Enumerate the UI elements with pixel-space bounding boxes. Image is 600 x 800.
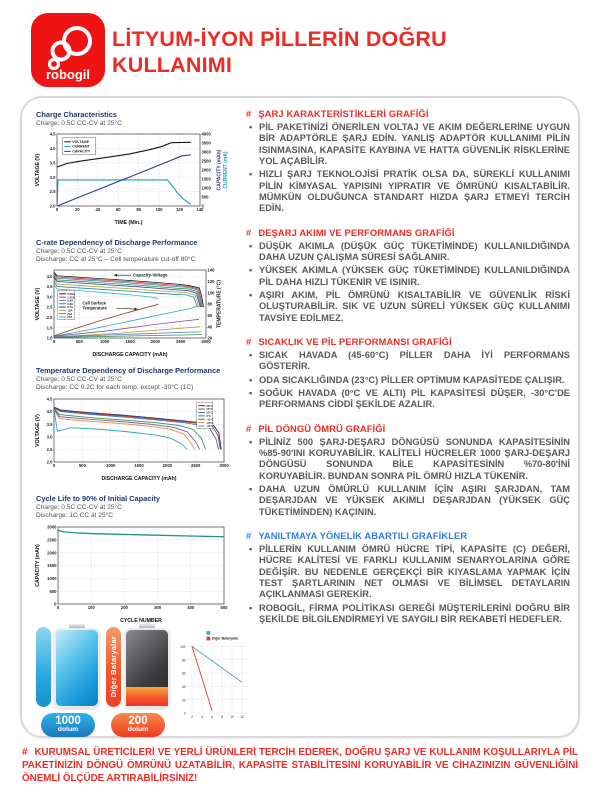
svg-text:3.0: 3.0 [49,175,56,181]
svg-text:VOLTAGE (V): VOLTAGE (V) [35,288,41,321]
svg-text:-20°C: -20°C [206,421,214,426]
svg-text:0: 0 [201,203,204,209]
text-column [246,108,570,637]
chart-subtitle: Charge: 0.5C CC-CV at 25°C [36,248,122,255]
svg-text:2500: 2500 [191,463,201,469]
section-sicaklik-performans [246,336,570,411]
svg-text:CAPACITY: CAPACITY [72,149,91,154]
battery-badge-200 [111,713,165,737]
logo-mark-icon [31,13,105,87]
svg-text:500: 500 [201,194,209,200]
chart-title: C-rate Dependency of Discharge Performance [36,238,198,247]
page-title-line-1: LİTYUM-İYON PİLLERİN DOĞRU [112,27,447,51]
svg-text:100: 100 [87,605,95,611]
charge-characteristics-chart [34,131,230,225]
svg-text:0: 0 [183,711,186,716]
robogil-logo [31,13,105,87]
svg-text:1.5: 1.5 [46,325,53,331]
low-charge-level [126,687,168,706]
content-card [20,96,580,738]
svg-text:40: 40 [95,207,101,213]
svg-text:1500: 1500 [125,339,135,345]
svg-text:1000: 1000 [106,463,116,469]
svg-text:1.45A: 1.45A [67,295,75,300]
battery-lifecycle-mini-chart [176,626,250,722]
svg-text:4.0: 4.0 [46,409,53,415]
svg-text:4.0: 4.0 [49,146,56,152]
svg-text:3.0: 3.0 [46,434,53,440]
svg-text:400: 400 [187,605,195,611]
svg-text:-10°C: -10°C [206,417,214,422]
empty-battery-body [124,628,170,708]
hash-mark: # [246,226,252,238]
svg-text:VOLTAGE (V): VOLTAGE (V) [35,153,41,187]
svg-text:Cell Surface: Cell Surface [82,301,107,307]
bullet-item: • DÜŞÜK AKIMLA (DÜŞÜK GÜÇ TÜKETİMİNDE) KULLANILDIĞINDA DAHA UZUN ÇALIŞMA SÜRESİ SAĞLANIR. [246,241,570,264]
svg-text:CYCLE NUMBER: CYCLE NUMBER [120,618,162,625]
svg-text:VOLTAGE: VOLTAGE [72,140,90,145]
section-heading: # ŞARJ KARAKTERİSTİKLERİ GRAFİĞİ [246,108,429,119]
svg-text:DISCHARGE CAPACITY (mAh): DISCHARGE CAPACITY (mAh) [101,476,177,483]
svg-text:DISCHARGE CAPACITY (mAh): DISCHARGE CAPACITY (mAh) [92,352,168,359]
svg-text:120: 120 [176,207,184,213]
svg-text:2.5: 2.5 [46,305,53,311]
svg-text:200: 200 [120,605,128,611]
svg-text:0°C: 0°C [206,414,212,419]
svg-text:20: 20 [181,698,186,703]
logo-wordmark: robogil [45,67,91,82]
svg-text:Capacity-Voltage: Capacity-Voltage [133,273,168,279]
svg-text:3.5: 3.5 [49,160,56,166]
svg-text:80: 80 [181,658,186,663]
svg-text:500: 500 [220,605,228,611]
svg-text:60: 60 [207,313,213,319]
svg-text:3000: 3000 [201,339,211,345]
svg-text:3000: 3000 [47,525,57,531]
robogil-battery-graphic [36,624,100,737]
hash-mark: # [246,108,252,119]
chart-subtitle: Discharge: 1C CC at 25°C [36,512,114,520]
svg-text:60°C: 60°C [206,404,213,409]
svg-text:3000: 3000 [219,463,229,469]
svg-text:-30°C: -30°C [206,424,214,429]
red-capsule [106,627,121,707]
svg-text:500: 500 [78,463,86,469]
chart-title: Cycle Life to 90% of Initial Capacity [36,494,161,503]
svg-text:4.0: 4.0 [46,274,53,280]
svg-text:140: 140 [207,268,215,274]
svg-text:8: 8 [221,715,223,720]
svg-text:100: 100 [155,207,163,213]
hash-mark: # [246,335,252,347]
page-title [112,26,572,78]
footer-note: # KURUMSAL ÜRETİCİLERİ VE YERLİ ÜRÜNLERİ TERCİH EDEREK, DOĞRU ŞARJ VE KULLANIM KOŞULLARIYLA PİL PAKETİNİZİN DÖNGÜ ÖMRÜNÜ UZATABİLİR, KAPASİTE STABİLİTESİNİ KORUYABİLİR VE CİHAZINIZIN GÜVENLİĞİNİ ÖNEMLİ ÖLÇÜDE ARTIRABİLİRSİNİZ! [22,747,578,785]
svg-text:25A: 25A [67,315,73,320]
badge-unit: dolum [57,726,79,734]
chart-subtitle: Charge: 0.5C CC-CV at 25°C [36,376,122,383]
svg-text:5.8A: 5.8A [67,302,74,307]
svg-text:1500: 1500 [47,563,57,569]
section-yaniltici-grafikler [246,530,570,625]
chart-figure-temperature-discharge [34,366,236,481]
svg-text:10: 10 [230,715,234,720]
bullet-item: • YÜKSEK AKIMLA (YÜKSEK GÜÇ TÜKETİMİNDE) KULLANILDIĞINDA PİL DAHA HIZLI TÜKENİR VE ISINIR. [246,265,570,288]
svg-text:3.0: 3.0 [46,294,53,300]
svg-text:0.58A: 0.58A [67,292,75,297]
svg-text:60: 60 [115,207,121,213]
svg-text:TEMPERATURE (°C): TEMPERATURE (°C) [216,280,223,329]
svg-text:2.0: 2.0 [46,460,53,466]
section-heading: # PİL DÖNGÜ ÖMRÜ GRAFİĞİ [246,422,386,434]
svg-text:300: 300 [154,605,162,611]
svg-text:2.0: 2.0 [46,315,53,321]
svg-text:60: 60 [181,671,186,676]
page-title-line-2: KULLANIMI [112,53,233,78]
section-heading: # YANILTMAYA YÖNELİK ABARTILI GRAFİKLER [246,529,468,541]
svg-text:2000: 2000 [150,339,160,345]
c-rate-discharge-chart [34,267,230,357]
svg-text:2000: 2000 [47,550,57,556]
chart-figure-charge-characteristics [34,110,236,225]
svg-text:2: 2 [191,715,193,720]
svg-text:8.7A: 8.7A [67,305,74,310]
svg-text:140: 140 [196,207,204,213]
svg-text:25°C: 25°C [206,411,213,416]
svg-text:CURRENT (mA): CURRENT (mA) [223,151,229,189]
blue-capsule [36,627,51,707]
section-sarj-karakteristikleri [246,108,570,215]
other-batteries-vertical-label: Diğer Bataryalar [109,636,118,698]
bullet-item: • DAHA UZUN ÖMÜRLÜ KULLANIM İÇİN AŞIRI ŞARJDAN, TAM DEŞARJDAN VE YÜKSEK AKIMLI DEŞARJDAN (YÜKSEK GÜÇ TÜKETİMİNDEN) KAÇININ. [246,484,570,518]
svg-text:3.5: 3.5 [46,284,53,290]
bullet-item: • ODA SICAKLIĞINDA (23°C) PİLLER OPTİMUM KAPASİTEDE ÇALIŞIR. [246,375,570,386]
svg-text:80: 80 [207,302,213,308]
bullet-item: • PİLİNİZ 500 ŞARJ-DEŞARJ DÖNGÜSÜ SONUNDA KAPASİTESİNİN %85-90'INI KORUYABİLİR. KALİTELİ HÜCRELER 1000 ŞARJ-DEŞARJ DÖNGÜSÜ SONUNDA BİLE KAPASİTESİNİN %70-80'İNİ KORUYABİLİR. BUNDAN SONRA PİL ÖMRÜ HIZLA TÜKENİR. [246,437,570,482]
badge-unit: dolum [127,726,149,734]
chart-figure-c-rate-discharge [34,238,236,357]
svg-text:3.5: 3.5 [46,422,53,428]
svg-text:12: 12 [240,715,244,720]
header [0,0,600,96]
svg-text:15A: 15A [67,308,73,313]
bullet-item: • AŞIRI AKIM, PİL ÖMRÜNÜ KISALTABİLİR VE GÜVENLİK RİSKİ OLUŞTURABİLİR. SIK VE UZUN SÜRELİ YÜKSEK GÜÇ KULLANIMI TAVSİYE EDİLMEZ. [246,290,570,324]
svg-text:2000: 2000 [162,463,172,469]
svg-text:4.5: 4.5 [46,397,53,403]
svg-text:2.0: 2.0 [49,203,56,209]
svg-text:45°C: 45°C [206,407,213,412]
badge-value: 200 [128,715,148,727]
cycle-life-chart [34,523,230,623]
chart-subtitle: Discharge: CC at 25°C – Cell temperature cut-off 80°C [36,256,196,264]
svg-text:Temperature: Temperature [82,306,107,312]
chart-figure-cycle-life [34,494,236,623]
svg-text:20: 20 [207,336,213,342]
svg-text:80: 80 [136,207,142,213]
svg-text:1000: 1000 [100,339,110,345]
svg-text:500: 500 [75,339,83,345]
chart-title: Temperature Dependency of Discharge Performance [36,366,221,375]
svg-text:4: 4 [201,715,203,720]
svg-text:6: 6 [211,715,213,720]
hash-mark: # [246,529,252,541]
svg-text:CURRENT: CURRENT [72,144,90,149]
svg-text:1000: 1000 [201,185,211,191]
svg-text:4000: 4000 [201,131,211,137]
svg-text:0: 0 [52,339,56,345]
svg-text:1000: 1000 [47,576,57,582]
svg-text:TIME (Min.): TIME (Min.) [114,220,143,227]
svg-text:1.0: 1.0 [46,336,53,342]
svg-text:500: 500 [49,589,57,595]
svg-text:0: 0 [56,605,60,611]
svg-text:1500: 1500 [134,463,144,469]
svg-text:2000: 2000 [201,167,211,173]
svg-text:CAPACITY (mAh): CAPACITY (mAh) [35,544,41,588]
battery-badge-1000 [41,713,95,737]
hash-mark: # [246,422,252,434]
svg-text:3500: 3500 [201,140,211,146]
svg-text:CAPACITY (mAh): CAPACITY (mAh) [216,149,223,191]
chart-title: Charge Characteristics [36,110,117,119]
section-heading: # SICAKLIK VE PİL PERFORMANSI GRAFİĞİ [246,335,452,347]
temperature-discharge-chart [34,395,230,481]
section-desarj-akimi [246,227,570,324]
hash-mark: # [22,747,28,758]
svg-text:Diğer Bataryalar: Diğer Bataryalar [212,636,239,641]
svg-text:40: 40 [181,684,186,689]
chart-subtitle: Charge: 0.5C CC-CV at 25°C [36,120,122,127]
svg-text:2.9A: 2.9A [67,299,74,304]
bullet-item: • SICAK HAVADA (45-60°C) PİLLER DAHA İYİ PERFORMANS GÖSTERİR. [246,350,570,373]
svg-text:100: 100 [207,290,215,296]
svg-text:0: 0 [54,602,57,608]
badge-value: 1000 [55,715,81,727]
svg-text:4.5: 4.5 [49,131,56,137]
bullet-item: • SOĞUK HAVADA (0°C VE ALTI) PİL KAPASİTESİ DÜŞER, -30°C'DE PERFORMANS CİDDİ ŞEKİLDE AZALIR. [246,388,570,411]
full-battery-body [54,628,100,708]
bullet-item: • PİL PAKETİNİZİ ÖNERİLEN VOLTAJ VE AKIM DEĞERLERİNE UYGUN BİR ADAPTÖRLE ŞARJ EDİN. YANLIŞ ADAPTÖR KULLANIMI PİLİN ISINMASINA, KAPASİTE KAYBINA VE HATTA GÜVENLİK RİSKLERİNE YOL AÇABİLİR. [246,122,570,167]
svg-text:2.5: 2.5 [46,447,53,453]
svg-text:VOLTAGE (V): VOLTAGE (V) [35,414,41,448]
bullet-item: • HIZLI ŞARJ TEKNOLOJİSİ PRATİK OLSA DA, SÜREKLİ KULLANIMI PİLİN KİMYASAL YAPISINI YIPRATIR VE ÖMRÜNÜ KISALTABİLİR. MÜMKÜN OLDUĞUNCA STANDART HIZDA ŞARJ ETMEYİ TERCİH EDİN. [246,169,570,214]
svg-text:0: 0 [52,463,56,469]
section-heading: # DEŞARJ AKIMI VE PERFORMANS GRAFİĞİ [246,226,455,238]
bullet-item: • ROBOGİL, FİRMA POLİTİKASI GEREĞİ MÜŞTERİLERİNİ DOĞRU BİR ŞEKİLDE BİLGİLENDİRMEYİ VE SAYGILI BİR REKABETİ HEDEFLER. [246,603,570,626]
chart-subtitle: Discharge: CC 0.2C for each temp. except -30°C (1C) [36,384,194,392]
svg-text:0: 0 [55,207,59,213]
svg-text:2500: 2500 [47,537,57,543]
svg-text:1500: 1500 [201,176,211,182]
svg-text:2.5: 2.5 [49,189,56,195]
other-battery-graphic [106,624,170,737]
svg-text:100: 100 [180,644,186,649]
svg-text:2500: 2500 [201,158,211,164]
svg-text:120: 120 [207,279,215,285]
battery-comparison [36,624,244,734]
svg-text:3000: 3000 [201,149,211,155]
svg-text:40: 40 [207,324,213,330]
section-dongu-omru [246,423,570,518]
svg-text:20: 20 [75,207,80,213]
chart-subtitle: Charge: 0.5C CC-CV at 25°C [36,504,122,511]
svg-text:20A: 20A [67,312,73,317]
svg-text:2500: 2500 [176,339,186,345]
bullet-item: • PİLLERİN KULLANIM ÖMRÜ HÜCRE TİPİ, KAPASİTE (C) DEĞERİ, HÜCRE KALİTESİ VE FARKLI KULLANIM SENARYOLARINA GÖRE DEĞİŞİR. BU NEDENLE GERÇEKÇİ BİR KIYASLAMA YAPMAK İÇİN TEST ŞARTLARININ NET OLMASI VE BİLİMSEL DETAYLARIN AÇIKLANMASI GEREKİR. [246,544,570,601]
